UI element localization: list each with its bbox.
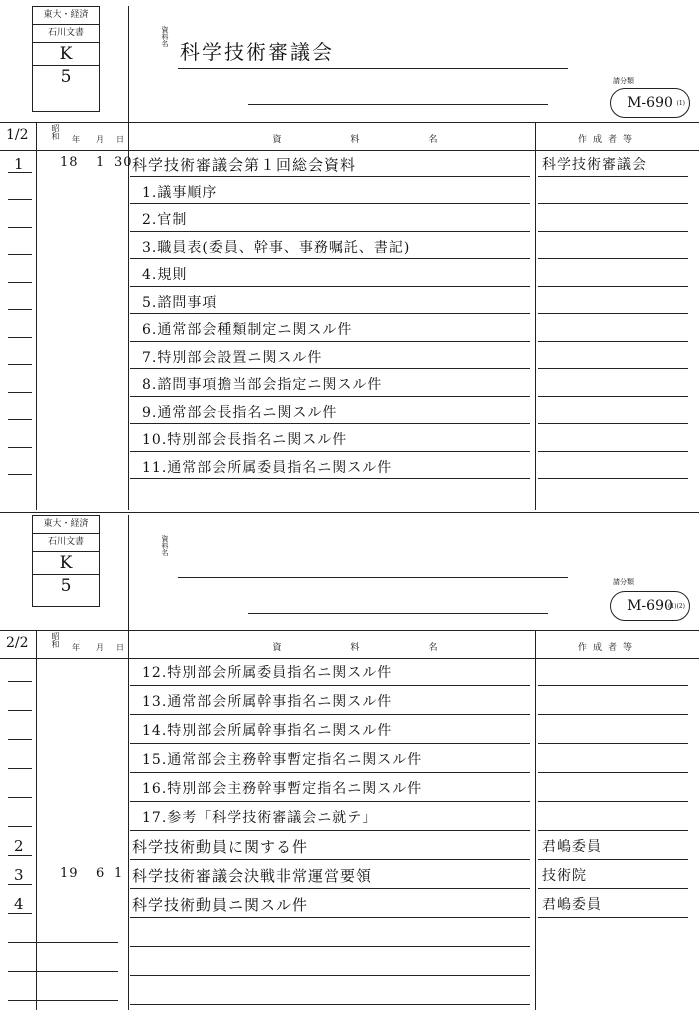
row-underline-short (8, 768, 32, 769)
column-header-year: 年 (72, 643, 80, 652)
row-underline-short (8, 392, 32, 393)
row-year: 19 (60, 866, 79, 881)
row-underline (130, 396, 530, 397)
row-underline (130, 830, 530, 831)
row-day: 1 (114, 866, 124, 881)
row-underline (130, 176, 530, 177)
class-label: 請分類 (613, 77, 634, 85)
row-document-title: 11.通常部会所属委員指名ニ関スル件 (142, 459, 393, 476)
section-separator (0, 512, 699, 513)
row-document-title: 7.特別部会設置ニ関スル件 (142, 349, 323, 366)
row-author: 君嶋委員 (542, 839, 602, 855)
row-underline-author (538, 801, 688, 802)
row-document-title: 2.官制 (142, 212, 188, 228)
table-row (0, 205, 699, 233)
stamp-line: K (33, 552, 99, 575)
table-row (0, 687, 699, 716)
class-label: 請分類 (613, 578, 634, 586)
row-underline-short (8, 337, 32, 338)
row-document-title: 6.通常部会種類制定ニ関スル件 (142, 322, 353, 338)
row-underline-author (538, 176, 688, 177)
column-header-day: 日 (116, 135, 124, 144)
row-underline-author (538, 478, 688, 479)
row-underline-short (8, 797, 32, 798)
row-underline-author (538, 685, 688, 686)
row-underline-author (538, 917, 688, 918)
column-header-month: 月 (96, 135, 104, 144)
table-row (0, 890, 699, 919)
row-underline (130, 743, 530, 744)
row-underline-short (8, 199, 32, 200)
row-underline (130, 859, 530, 860)
blank-row-line-left (8, 1000, 118, 1001)
table-row (0, 370, 699, 398)
archive-stamp (32, 6, 100, 112)
title-underline (248, 104, 548, 105)
stamp-line: 東大・経済 (33, 7, 99, 25)
row-underline-author (538, 368, 688, 369)
row-underline-author (538, 313, 688, 314)
row-day: 30 (114, 155, 133, 170)
row-underline-author (538, 258, 688, 259)
row-underline-short (8, 913, 32, 914)
row-document-title: 17.参考「科学技術審議会ニ就テ」 (142, 810, 378, 826)
era-label: 昭和 (51, 632, 60, 648)
row-underline (130, 368, 530, 369)
row-underline-short (8, 309, 32, 310)
table-row (0, 716, 699, 745)
row-number: 2 (14, 837, 25, 855)
row-underline-short (8, 447, 32, 448)
blank-row-line (130, 1004, 530, 1005)
row-document-title: 10.特別部会長指名ニ関スル件 (142, 432, 348, 448)
column-header-month: 月 (96, 643, 104, 652)
row-underline-author (538, 859, 688, 860)
row-underline-short (8, 739, 32, 740)
row-underline-author (538, 231, 688, 232)
row-document-title: 8.諮問事項擔当部会指定ニ関スル件 (142, 377, 383, 393)
table-row (0, 832, 699, 861)
stamp-line: 石川文書 (33, 25, 99, 43)
table-row (0, 150, 699, 178)
table-top-line (0, 630, 699, 631)
table-row (0, 803, 699, 832)
row-author: 技術院 (542, 868, 587, 884)
row-month: 1 (96, 155, 106, 170)
row-document-title: 15.通常部会主務幹事暫定指名ニ関スル件 (142, 752, 423, 768)
table-row (0, 425, 699, 453)
row-underline (130, 685, 530, 686)
row-document-title: 科学技術動員に関する件 (132, 838, 309, 856)
table-row (0, 398, 699, 426)
row-underline (130, 772, 530, 773)
title-underline (178, 68, 568, 69)
row-underline-short (8, 710, 32, 711)
table-row (0, 233, 699, 261)
blank-row-line-left (8, 942, 118, 943)
row-underline-author (538, 743, 688, 744)
table-row (0, 774, 699, 803)
class-number-sub: (1) (676, 100, 685, 107)
row-document-title: 5.諮問事項 (142, 294, 218, 311)
title-underline (178, 577, 568, 578)
material-label: 資料名 (161, 535, 169, 556)
row-underline-short (8, 474, 32, 475)
blank-row-line-left (8, 971, 118, 972)
row-underline-short (8, 282, 32, 283)
row-underline (130, 203, 530, 204)
page-number: 2/2 (6, 635, 29, 651)
row-underline-short (8, 884, 32, 885)
table-row (0, 315, 699, 343)
class-number: M-690 (627, 95, 673, 111)
column-header-day: 日 (116, 643, 124, 652)
column-header-author: 作成者等 (578, 643, 639, 653)
row-underline-author (538, 396, 688, 397)
table-row (0, 861, 699, 890)
column-header-document: 資 料 名 (272, 643, 468, 653)
row-underline (130, 313, 530, 314)
material-title: 科学技術審議会 (180, 40, 334, 64)
row-month: 6 (96, 866, 106, 881)
row-underline-author (538, 286, 688, 287)
margin-line (128, 6, 129, 122)
row-underline (130, 231, 530, 232)
row-underline (130, 286, 530, 287)
row-underline-author (538, 830, 688, 831)
stamp-line: 5 (60, 576, 72, 596)
row-year: 18 (60, 155, 79, 170)
stamp-line: 東大・経済 (33, 516, 99, 534)
row-underline-author (538, 451, 688, 452)
class-number-sub: (1)(2) (668, 603, 685, 610)
row-underline (130, 888, 530, 889)
table-row (0, 178, 699, 206)
row-document-title: 14.特別部会所属幹事指名ニ関スル件 (142, 723, 393, 739)
row-document-title: 科学技術審議会第１回総会資料 (132, 156, 357, 174)
title-underline (248, 613, 548, 614)
column-header-author: 作成者等 (578, 135, 639, 145)
row-underline-author (538, 423, 688, 424)
margin-line (128, 515, 129, 630)
row-author: 君嶋委員 (542, 897, 602, 913)
row-underline (130, 451, 530, 452)
row-underline-short (8, 419, 32, 420)
row-number: 4 (14, 895, 25, 913)
row-underline-author (538, 341, 688, 342)
class-number-oval (610, 88, 690, 118)
row-underline (130, 258, 530, 259)
row-document-title: 13.通常部会所属幹事指名ニ関スル件 (142, 694, 393, 710)
row-underline (130, 714, 530, 715)
row-underline-short (8, 364, 32, 365)
table-row (0, 453, 699, 481)
row-underline-author (538, 714, 688, 715)
page-number: 1/2 (6, 127, 29, 143)
material-label: 資料名 (161, 26, 169, 47)
stamp-line: 石川文書 (33, 534, 99, 552)
row-underline (130, 801, 530, 802)
row-document-title: 16.特別部会主務幹事暫定指名ニ関スル件 (142, 781, 423, 797)
table-row (0, 745, 699, 774)
stamp-line: K (33, 43, 99, 66)
table-top-line (0, 122, 699, 123)
row-underline-author (538, 772, 688, 773)
row-underline-author (538, 203, 688, 204)
row-document-title: 科学技術審議会決戦非常運営要領 (132, 867, 373, 885)
row-document-title: 3.職員表(委員、幹事、事務嘱託、書記) (142, 239, 411, 256)
row-document-title: 12.特別部会所属委員指名ニ関スル件 (142, 665, 393, 681)
row-underline-author (538, 888, 688, 889)
class-number: M-690 (627, 598, 673, 614)
blank-row-line (130, 946, 530, 947)
column-header-year: 年 (72, 135, 80, 144)
row-number: 1 (14, 155, 25, 173)
table-row (0, 343, 699, 371)
stamp-line: 5 (60, 67, 72, 87)
table-row (0, 260, 699, 288)
row-number: 3 (14, 866, 25, 884)
row-underline (130, 423, 530, 424)
table-row (0, 658, 699, 687)
row-document-title: 1.議事順序 (142, 184, 218, 201)
row-underline (130, 917, 530, 918)
column-header-document: 資 料 名 (272, 135, 468, 145)
era-label: 昭和 (51, 124, 60, 140)
blank-row-line (130, 975, 530, 976)
class-number-oval (610, 591, 690, 621)
row-document-title: 4.規則 (142, 267, 188, 283)
row-underline-short (8, 227, 32, 228)
row-underline (130, 478, 530, 479)
row-underline (130, 341, 530, 342)
row-underline-short (8, 254, 32, 255)
archive-stamp (32, 515, 100, 607)
row-underline-short (8, 855, 32, 856)
row-author: 科学技術審議会 (542, 157, 647, 173)
row-document-title: 科学技術動員ニ関スル件 (132, 896, 309, 914)
row-document-title: 9.通常部会長指名ニ関スル件 (142, 404, 338, 421)
row-underline-short (8, 826, 32, 827)
table-row (0, 288, 699, 316)
row-underline-short (8, 681, 32, 682)
